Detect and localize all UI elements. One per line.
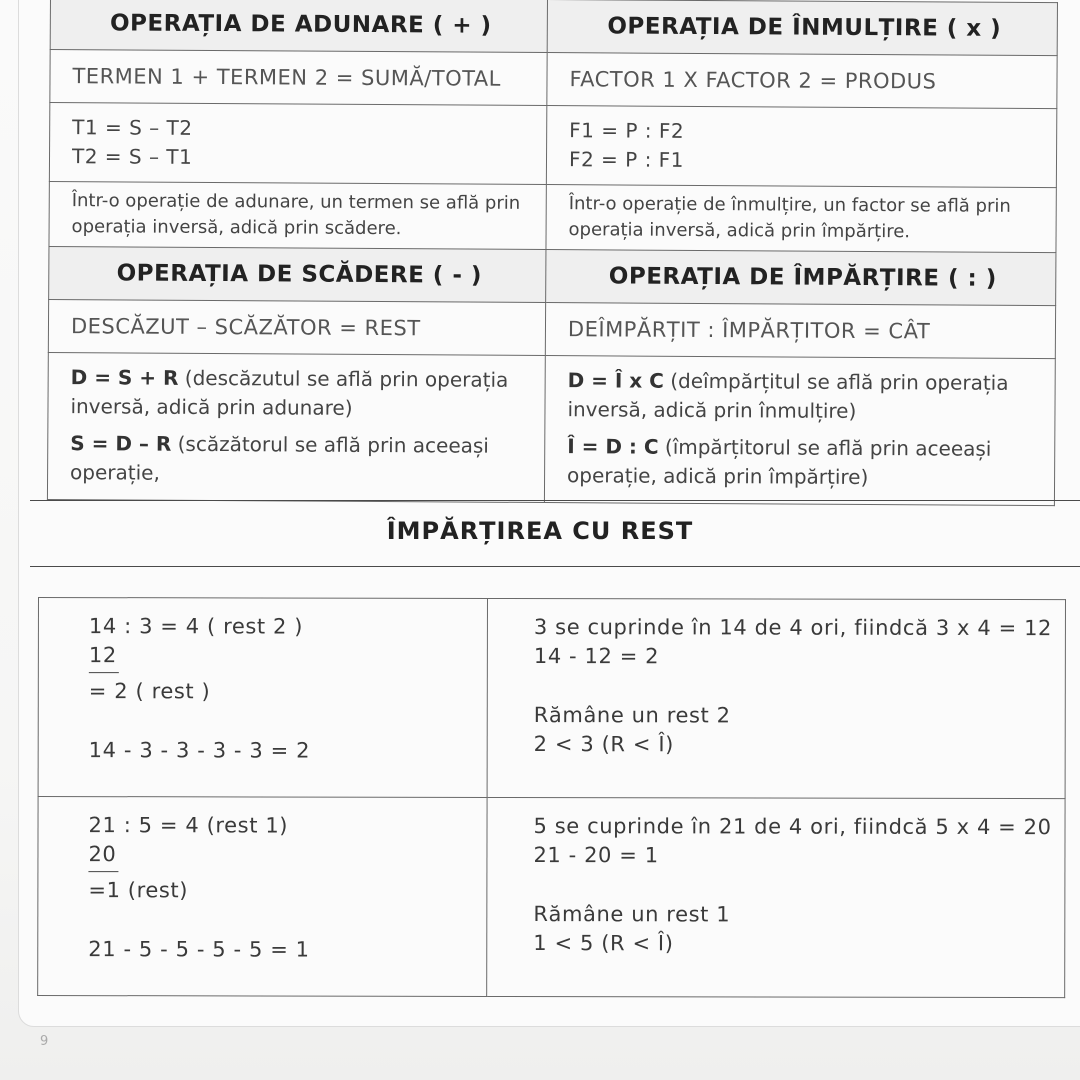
example-1-explain-2: 14 - 12 = 2 — [533, 644, 660, 669]
multiplication-inverse-1: F1 = P : F2 — [569, 118, 685, 143]
example-1-repeated-subtraction: 14 - 3 - 3 - 3 - 3 = 2 — [88, 738, 311, 763]
section-divider-bottom — [30, 566, 1080, 567]
subtraction-rule-2: S = D – R — [70, 431, 172, 456]
division-rule-2: Î = D : C — [567, 434, 659, 459]
example-2-subtrahend: 20 — [88, 842, 117, 867]
example-2-underline — [88, 871, 118, 872]
addition-inverse — [49, 103, 546, 185]
example-2-explain-1: 5 se cuprinde în 21 de 4 ori, fiindcă 5 x 4 = 20 — [533, 814, 1052, 840]
remainder-table — [37, 597, 1066, 998]
example-1-explain-1: 3 se cuprinde în 14 de 4 ori, fiindcă 3 x 4 = 12 — [533, 615, 1053, 641]
example-1-computation — [38, 598, 487, 798]
example-row-2 — [38, 797, 1065, 998]
addition-note: Într-o operație de adunare, un termen se află prin operația inversă, adică prin scădere. — [49, 181, 546, 249]
subtraction-rule-1-text: (descăzutul se află prin operația inversă, adică prin adunare) — [70, 365, 509, 420]
division-formula: DEÎMPĂRȚIT : ÎMPĂRȚITOR = CÂT — [545, 303, 1055, 359]
example-1-subtrahend: 12 — [88, 643, 117, 668]
division-rule-1-text: (deîmpărțitul se află prin operația inversă, adică prin înmulțire) — [567, 368, 1009, 423]
example-row-1 — [38, 598, 1065, 799]
subtraction-rule-2-text: (scăzătorul se află prin aceeași operație, — [70, 431, 489, 485]
multiplication-title: OPERAȚIA DE ÎNMULȚIRE ( x ) — [547, 0, 1057, 56]
remainder-section-title: ÎMPĂRȚIREA CU REST — [386, 517, 694, 545]
addition-inverse-2: T2 = S – T1 — [71, 144, 193, 169]
multiplication-inverse-2: F2 = P : F1 — [568, 147, 685, 172]
addition-inverse-1: T1 = S – T2 — [72, 115, 193, 140]
example-1-explanation — [487, 598, 1065, 798]
page-number: 9 — [40, 1034, 49, 1049]
example-2-equation: 21 : 5 = 4 (rest 1) — [88, 813, 289, 838]
subtraction-title: OPERAȚIA DE SCĂDERE ( - ) — [49, 246, 546, 302]
multiplication-inverse — [546, 106, 1056, 188]
example-2-result: =1 (rest) — [88, 878, 189, 903]
division-description — [544, 356, 1055, 506]
section-divider-top — [30, 500, 1080, 501]
multiplication-formula: FACTOR 1 X FACTOR 2 = PRODUS — [547, 53, 1057, 109]
multiplication-note: Într-o operație de înmulțire, un factor se află prin operația inversă, adică prin împărțire. — [546, 185, 1056, 253]
subtraction-formula: DESCĂZUT – SCĂZĂTOR = REST — [48, 299, 545, 355]
division-title: OPERAȚIA DE ÎMPĂRȚIRE ( : ) — [546, 250, 1056, 306]
addition-formula: TERMEN 1 + TERMEN 2 = SUMĂ/TOTAL — [50, 50, 547, 106]
example-2-explain-4: 1 < 5 (R < Î) — [533, 931, 674, 956]
example-2-explain-3: Rămâne un rest 1 — [533, 902, 731, 927]
subtraction-description — [47, 352, 545, 502]
example-1-underline — [89, 672, 119, 673]
example-2-explanation — [487, 797, 1065, 997]
division-rule-2-text: (împărțitorul se află prin aceeași operație, adică prin împărțire) — [567, 434, 992, 490]
example-2-repeated-subtraction: 21 - 5 - 5 - 5 - 5 = 1 — [88, 937, 310, 962]
example-1-result: = 2 ( rest ) — [88, 679, 211, 704]
operations-table — [47, 0, 1058, 506]
subtraction-rule-1: D = S + R — [70, 365, 179, 390]
division-rule-1: D = Î x C — [567, 368, 664, 393]
example-1-explain-4: 2 < 3 (R < Î) — [533, 732, 674, 757]
example-2-explain-2: 21 - 20 = 1 — [533, 843, 659, 868]
example-2-computation — [38, 797, 487, 997]
addition-title: OPERAȚIA DE ADUNARE ( + ) — [50, 0, 547, 53]
example-1-equation: 14 : 3 = 4 ( rest 2 ) — [88, 614, 304, 639]
example-1-explain-3: Rămâne un rest 2 — [533, 703, 731, 728]
